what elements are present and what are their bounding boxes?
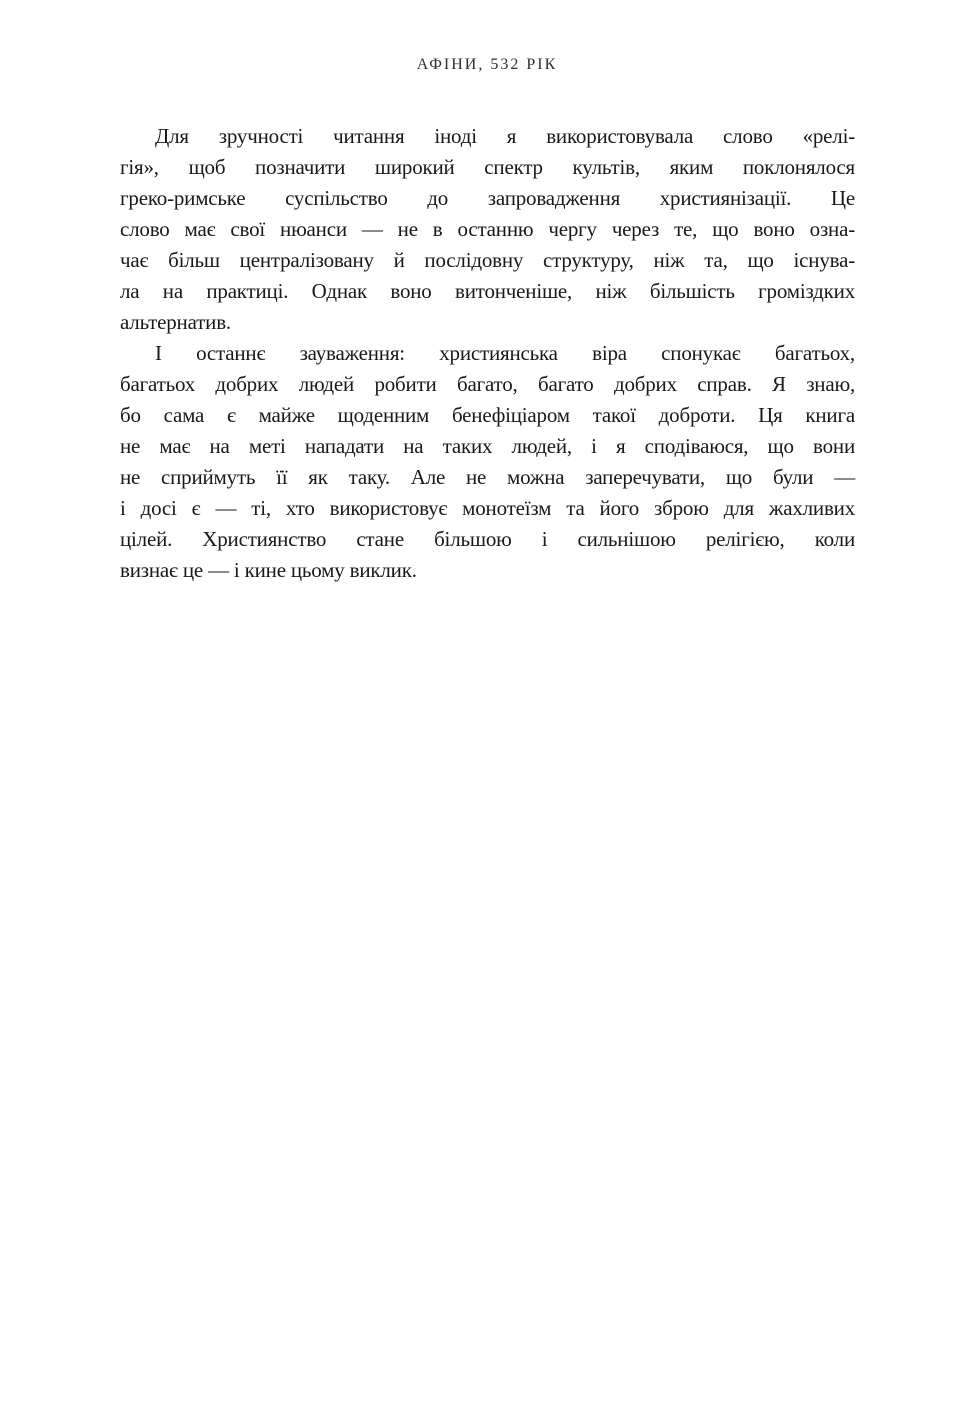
- text-line: багатьох добрих людей робити багато, багато добрих справ. Я знаю,: [120, 372, 855, 396]
- text-line: І останнє зауваження: християнська віра спонукає багатьох,: [155, 341, 855, 365]
- text-line: цілей. Християнство стане більшою і сильнішою релігією, коли: [120, 527, 855, 551]
- text-line: ла на практиці. Однак воно витонченіше, ніж більшість громіздких: [120, 279, 855, 303]
- chapter-header-title: АФІНИ, 532 РІК: [416, 56, 558, 73]
- text-line: визнає це — і кине цьому виклик.: [120, 558, 417, 582]
- text-line: і досі є — ті, хто використовує монотеїзм та його зброю для жахливих: [120, 496, 855, 520]
- text-line: не має на меті нападати на таких людей, і я сподіваюся, що вони: [120, 434, 855, 458]
- text-line: не сприймуть її як таку. Але не можна заперечувати, що були —: [120, 465, 855, 489]
- text-line: чає більш централізовану й послідовну структуру, ніж та, що існува-: [120, 248, 855, 272]
- text-line: гія», щоб позначити широкий спектр культів, яким поклонялося: [120, 155, 855, 179]
- paragraph: [120, 338, 855, 586]
- text-line: слово має свої нюанси — не в останню чергу через те, що воно озна-: [120, 217, 855, 241]
- text-line: альтернатив.: [120, 310, 231, 334]
- text-line: бо сама є майже щоденним бенефіціаром такої доброти. Ця книга: [120, 403, 855, 427]
- paragraph: [120, 121, 855, 338]
- text-line: Для зручності читання іноді я використовувала слово «релі-: [155, 124, 855, 148]
- text-block: [120, 121, 855, 586]
- text-line: греко-римське суспільство до запровадження християнізації. Це: [120, 186, 855, 210]
- chapter-header: [0, 54, 974, 76]
